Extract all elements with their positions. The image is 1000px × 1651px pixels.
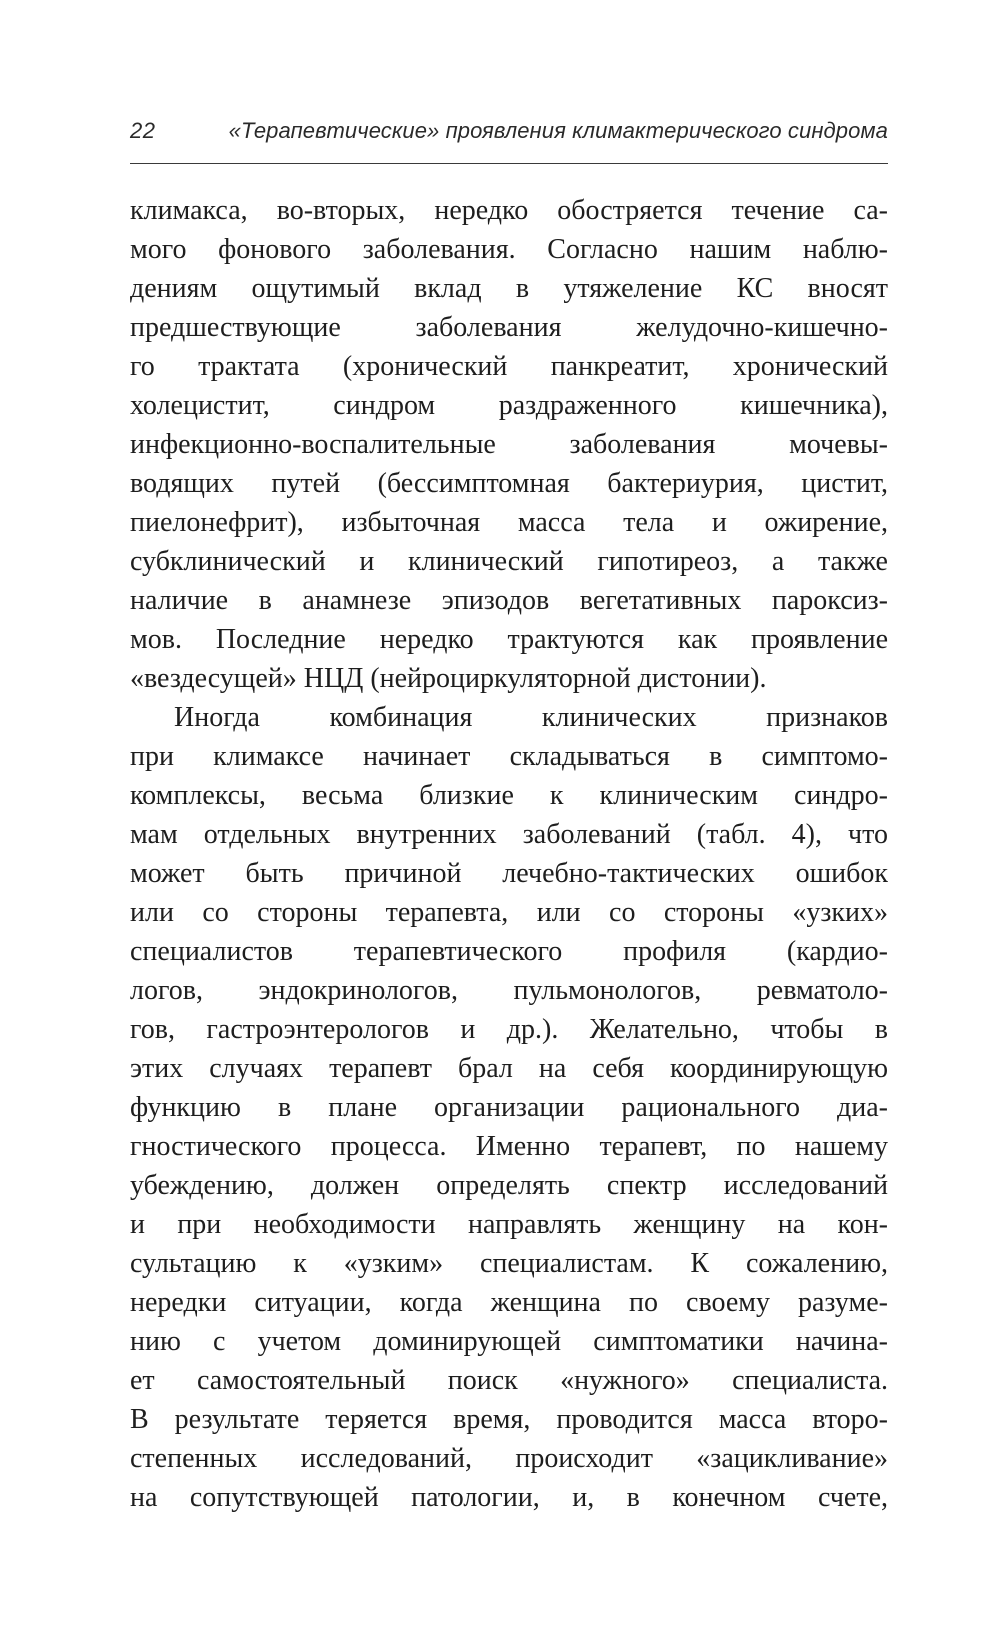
text-line: или со стороны терапевта, или со стороны «узких»: [130, 897, 888, 928]
text-line: гов, гастроэнтерологов и др.). Желательно, чтобы в: [130, 1014, 888, 1045]
text-line: пиелонефрит), избыточная масса тела и ожирение,: [130, 507, 888, 538]
running-head: [130, 118, 888, 162]
text-line: нередки ситуации, когда женщина по своему разуме-: [130, 1287, 888, 1318]
text-line: и при необходимости направлять женщину на кон-: [130, 1209, 888, 1240]
page-number: 22: [130, 118, 156, 143]
text-line: холецистит, синдром раздраженного кишечника),: [130, 390, 888, 421]
text-line: на сопутствующей патологии, и, в конечном счете,: [130, 1482, 888, 1513]
text-line: мам отдельных внутренних заболеваний (табл. 4), что: [130, 819, 888, 850]
text-line: дениям ощутимый вклад в утяжеление КС вносят: [130, 273, 888, 304]
text-line: го трактата (хронический панкреатит, хронический: [130, 351, 888, 382]
text-line: климакса, во-вторых, нередко обостряется течение са-: [130, 195, 888, 226]
text-line: специалистов терапевтического профиля (кардио-: [130, 936, 888, 967]
paragraph-1: [130, 191, 888, 698]
text-line: водящих путей (бессимптомная бактериурия, цистит,: [130, 468, 888, 499]
text-line: логов, эндокринологов, пульмонологов, ревматоло-: [130, 975, 888, 1006]
text-line: при климаксе начинает складываться в симптомо-: [130, 741, 888, 772]
text-line: предшествующие заболевания желудочно-кишечно-: [130, 312, 888, 343]
header-rule: [130, 163, 888, 164]
text-line: инфекционно-воспалительные заболевания мочевы-: [130, 429, 888, 460]
body-text: [130, 191, 888, 1517]
text-line: мов. Последние нередко трактуются как проявление: [130, 624, 888, 655]
text-line: наличие в анамнезе эпизодов вегетативных пароксиз-: [130, 585, 888, 616]
text-line: мого фонового заболевания. Согласно нашим наблю-: [130, 234, 888, 265]
text-line: гностического процесса. Именно терапевт, по нашему: [130, 1131, 888, 1162]
text-line: степенных исследований, происходит «зацикливание»: [130, 1443, 888, 1474]
text-line: функцию в плане организации рационального диа-: [130, 1092, 888, 1123]
text-line: комплексы, весьма близкие к клиническим синдро-: [130, 780, 888, 811]
text-line: Иногда комбинация клинических признаков: [174, 702, 888, 733]
text-line: этих случаях терапевт брал на себя координирующую: [130, 1053, 888, 1084]
text-line: сультацию к «узким» специалистам. К сожалению,: [130, 1248, 888, 1279]
text-line: субклинический и клинический гипотиреоз, а также: [130, 546, 888, 577]
text-line: «вездесущей» НЦД (нейроциркуляторной дистонии).: [130, 663, 767, 694]
text-line: убеждению, должен определять спектр исследований: [130, 1170, 888, 1201]
text-line: может быть причиной лечебно-тактических ошибок: [130, 858, 888, 889]
paragraph-2: [130, 698, 888, 1517]
text-line: В результате теряется время, проводится масса второ-: [130, 1404, 888, 1435]
text-line: нию с учетом доминирующей симптоматики начина-: [130, 1326, 888, 1357]
text-line: ет самостоятельный поиск «нужного» специалиста.: [130, 1365, 888, 1396]
running-title: «Терапевтические» проявления климактерического синдрома: [228, 118, 888, 143]
